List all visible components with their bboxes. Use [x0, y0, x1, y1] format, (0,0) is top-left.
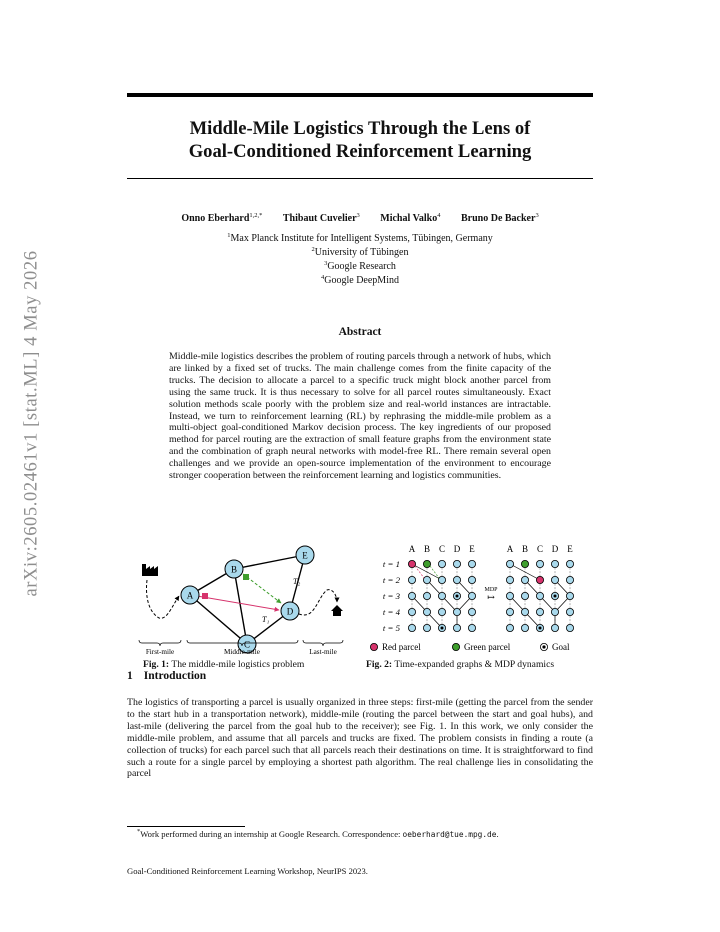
graph-node — [423, 576, 430, 583]
arxiv-identifier: arXiv:2605.02461v1 [stat.ML] 4 May 2026 — [21, 250, 42, 597]
title-rule-top — [127, 93, 593, 97]
author-list — [127, 212, 593, 224]
graph-node — [423, 624, 430, 631]
graph-node — [551, 560, 558, 567]
house-icon — [331, 605, 343, 616]
footnote-rule — [127, 826, 245, 827]
graph-node — [438, 592, 445, 599]
node-a — [181, 586, 199, 604]
green-parcel-icon — [243, 574, 249, 580]
last-mile-path — [299, 590, 337, 615]
graph-node — [566, 592, 573, 599]
column-e-right: E — [567, 544, 573, 554]
graph-node — [453, 608, 460, 615]
graph-node — [453, 560, 460, 567]
affiliation: $^1$Max Planck Institute for Intelligent Systems, Tübingen, Germany — [227, 232, 493, 244]
graph-node — [566, 608, 573, 615]
graph-node — [551, 576, 558, 583]
red-parcel-node — [536, 576, 543, 583]
column-a-right: A — [506, 544, 514, 554]
footnote-email: oeberhard@tue.mpg.de — [402, 830, 497, 839]
graph-node — [468, 576, 475, 583]
svg-text:A: A — [186, 590, 194, 601]
abstract-text: Middle-mile logistics describes the problem of routing parcels through a network of hubs, which are linked by a fixed set of trucks. The main challenge comes from the finite capacity of the trucks. The decision to allocate a parcel to a specific truck might block another parcel from using the same truck. It is thus necessary to solve for all parcel routes simultaneously. Exact solution methods scale poorly with the problem size and real-world instances are intractable. Instead, we turn to reinforcement learning (RL) by rephrasing the middle-mile problem as a multi-object goal-conditioned Markov decision process. The key ingredients of our proposed method for parcel routing are the extraction of small feature graphs from the environment state and the combination of graph neural networks with model-free RL. There remain several open challenges and we provide an open-source implementation of the environment to encourage stronger cooperation between the reinforcement learning and logistics communities. — [169, 351, 551, 482]
row-label-t5: t = 5 — [382, 623, 400, 633]
goal-marker — [539, 627, 542, 630]
graph-node — [506, 624, 513, 631]
author: Michal Valko$^4$ — [380, 212, 441, 224]
node-b — [225, 560, 243, 578]
graph-node — [438, 560, 445, 567]
graph-node — [506, 592, 513, 599]
figure-1-caption: Fig. 1: The middle-mile logistics problem — [143, 659, 305, 670]
goal-marker — [441, 627, 444, 630]
section-heading: 1 Introduction — [127, 670, 207, 682]
truck-label-t2: T₂ — [293, 577, 301, 586]
graph-node — [506, 576, 513, 583]
graph-node — [468, 560, 475, 567]
green-parcel-node — [521, 560, 528, 567]
graph-node — [551, 608, 558, 615]
title-line-2: Goal-Conditioned Reinforcement Learning — [188, 141, 532, 162]
figure-2-time-expanded-graphs — [360, 538, 595, 660]
column-a-left: A — [408, 544, 416, 554]
column-d-right: D — [551, 544, 559, 554]
red-parcel-route — [197, 596, 279, 610]
last-mile-label: Last-mile — [309, 648, 337, 656]
graph-node — [566, 560, 573, 567]
graph-node — [468, 624, 475, 631]
author: Bruno De Backer$^3$ — [460, 212, 539, 224]
graph-node — [423, 608, 430, 615]
paper-title — [127, 117, 593, 163]
abstract-heading: Abstract — [338, 326, 382, 338]
venue-footer: Goal-Conditioned Reinforcement Learning Workshop, NeurIPS 2023. — [127, 866, 368, 876]
column-c-left: C — [438, 544, 446, 554]
author: Thibaut Cuvelier$^3$ — [282, 212, 360, 224]
factory-icon — [142, 564, 158, 576]
graph-node — [408, 608, 415, 615]
graph-node — [521, 624, 528, 631]
graph-node — [408, 576, 415, 583]
red-parcel-icon — [202, 593, 208, 599]
graph-node — [453, 624, 460, 631]
graph-node — [536, 608, 543, 615]
title-rule-bottom — [127, 178, 593, 179]
graph-node — [536, 560, 543, 567]
svg-text:C: C — [243, 639, 251, 650]
graph-node — [506, 560, 513, 567]
green-parcel-node — [423, 560, 430, 567]
column-b-left: B — [423, 544, 431, 554]
affiliation: $^2$University of Tübingen — [311, 246, 409, 258]
goal-marker — [554, 595, 557, 598]
graph-node — [566, 624, 573, 631]
figure-2-caption: Fig. 2: Time-expanded graphs & MDP dynamics — [366, 659, 555, 670]
footnote: *Work performed during an internship at Google Research. Correspondence: oeberhard@tue.mpg.de. — [137, 828, 499, 839]
affiliation: $^4$Google DeepMind — [321, 274, 399, 286]
row-label-t3: t = 3 — [382, 591, 400, 601]
title-line-1: Middle-Mile Logistics Through the Lens of — [189, 118, 531, 139]
row-label-t4: t = 4 — [382, 607, 400, 617]
graph-node — [408, 624, 415, 631]
middle-mile-label: Middle-mile — [224, 648, 260, 656]
author: Onno Eberhard$^{1,2,*}$ — [181, 212, 263, 224]
figure-1-network-diagram — [127, 540, 357, 658]
graph-node — [438, 608, 445, 615]
legend-green-parcel: Green parcel — [464, 642, 511, 652]
svg-text:D: D — [286, 606, 294, 617]
graph-node — [566, 576, 573, 583]
graph-node — [551, 624, 558, 631]
column-b-right: B — [521, 544, 529, 554]
graph-node — [521, 592, 528, 599]
graph-node — [506, 608, 513, 615]
graph-node — [521, 608, 528, 615]
legend-goal: Goal — [552, 642, 570, 652]
column-c-right: C — [536, 544, 544, 554]
graph-node — [408, 592, 415, 599]
node-d — [281, 602, 299, 620]
introduction-text: The logistics of transporting a parcel is usually organized in three steps: first-mile (getting the parcel from the sender to the start hub in a transportation network), middle-mile (routing the parcel between the start and goal hubs), and last-mile (delivering the parcel from the goal hub to the receiver); see Fig. 1. In this work, we only consider the middle-mile problem, and assume that all parcels and trucks are fixed. The problem consists in finding a route (a collection of trucks) for each parcel such that all parcels reach their destinations on time. It is straightforward to find such a route for a single parcel by employing a shortest path algorithm. The real challenge lies in consolidating the parcel — [127, 697, 593, 780]
graph-node — [468, 592, 475, 599]
network-edges — [190, 555, 305, 644]
svg-text:E: E — [302, 550, 308, 561]
svg-text:B: B — [230, 564, 238, 575]
column-e-left: E — [469, 544, 475, 554]
column-d-left: D — [453, 544, 461, 554]
graph-node — [423, 592, 430, 599]
first-mile-label: First-mile — [145, 648, 175, 656]
graph-node — [468, 608, 475, 615]
row-label-t2: t = 2 — [382, 575, 400, 585]
node-e — [296, 546, 314, 564]
legend — [370, 642, 570, 652]
first-mile-path — [147, 580, 180, 618]
legend-red-parcel: Red parcel — [382, 642, 421, 652]
truck-label-t1: T₁ — [262, 615, 270, 624]
graph-node — [521, 576, 528, 583]
graph-node — [453, 576, 460, 583]
red-parcel-node — [408, 560, 415, 567]
mdp-arrow: ↦ — [487, 592, 495, 602]
graph-node — [438, 576, 445, 583]
affiliation: $^3$Google Research — [324, 260, 396, 272]
mdp-label: MDP — [484, 587, 498, 593]
row-label-t1: t = 1 — [382, 559, 400, 569]
goal-marker — [456, 595, 459, 598]
graph-node — [536, 592, 543, 599]
